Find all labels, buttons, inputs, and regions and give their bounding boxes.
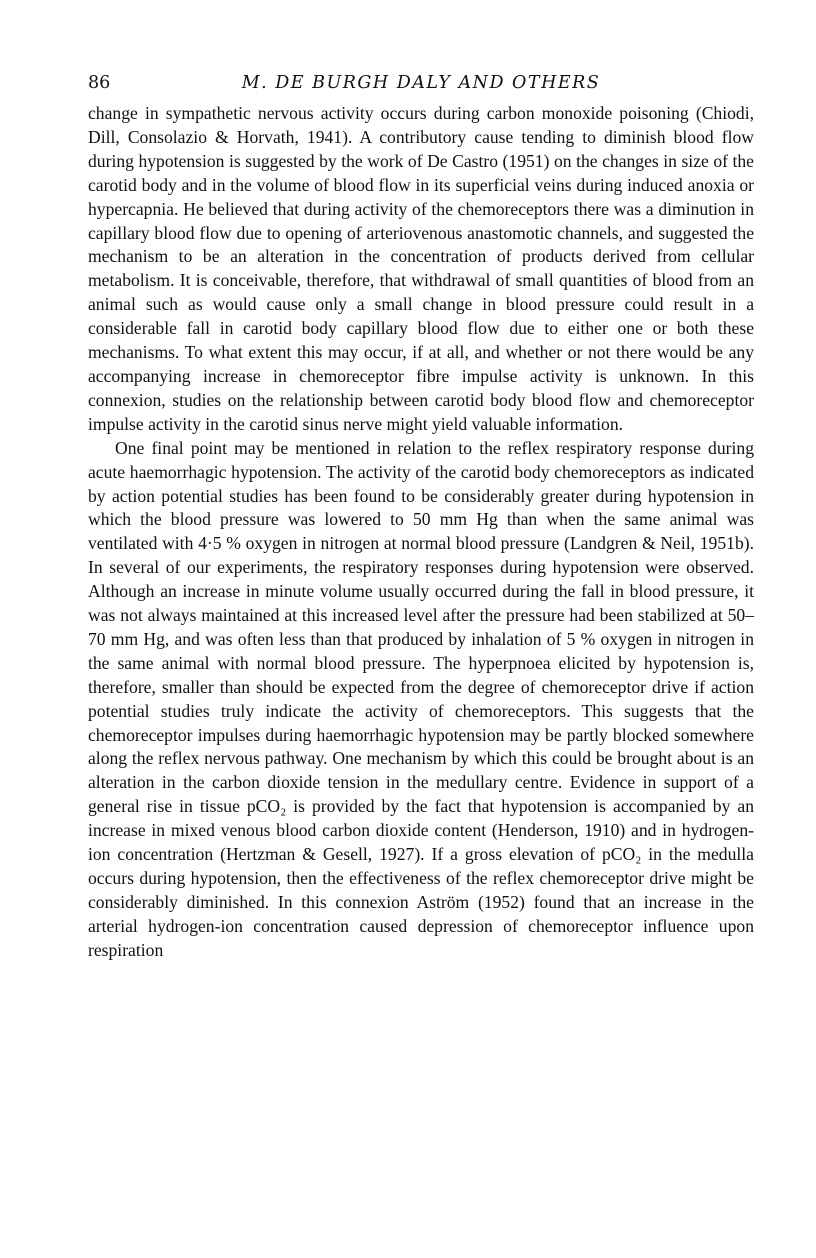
running-head: [88, 68, 754, 98]
journal-page: [88, 68, 754, 963]
paragraph-1: change in sympathetic nervous activity occurs during carbon monoxide poisoning (Chiodi, Dill, Consolazio & Horvath, 1941). A contributory cause tending to diminish blood flow during hypotension is suggested by the work of De Castro (1951) on the changes in size of the carotid body and in the volume of blood flow in its superficial veins during induced anoxia or hypercapnia. He believed that during activity of the chemoreceptors there was a diminution in capillary blood flow due to opening of arteriovenous anastomotic channels, and suggested the mechanism to be an alteration in the concentration of products derived from cellular metabolism. It is conceivable, therefore, that withdrawal of small quantities of blood from an animal such as would cause only a small change in blood pressure could result in a considerable fall in carotid body capillary blood flow due to either one or both these mechanisms. To what extent this may occur, if at all, and whether or not there would be any accompanying increase in chemoreceptor fibre impulse activity is unknown. In this connexion, studies on the relationship between carotid body blood flow and chemoreceptor impulse activity in the carotid sinus nerve might yield valuable information.: [88, 103, 754, 434]
page-number: 86: [88, 73, 111, 93]
paragraph-2: One final point may be mentioned in relation to the reflex respiratory response during acute haemorrhagic hypotension. The activity of the carotid body chemoreceptors as indicated by action potential studies has been found to be considerably greater during hypotension in which the blood pressure was lowered to 50 mm Hg than when the same animal was ventilated with 4·5 % oxygen in nitrogen at normal blood pressure (Landgren & Neil, 1951b). In several of our experiments, the respiratory responses during hypotension were observed. Although an increase in minute volume usually occurred during the fall in blood pressure, it was not always maintained at this increased level after the pressure had been stabilized at 50–70 mm Hg, and was often less than that produced by inhalation of 5 % oxygen in nitrogen in the same animal with normal blood pressure. The hyperpnoea elicited by hypotension is, therefore, smaller than should be expected from the degree of chemoreceptor drive if action potential studies truly indicate the activity of chemoreceptors. This suggests that the chemoreceptor impulses during haemorrhagic hypotension may be partly blocked somewhere along the reflex nervous pathway. One mechanism by which this could be brought about is an alteration in the carbon dioxide tension in the medullary centre. Evidence in support of a general rise in tissue pCO₂ is provided by the fact that hypotension is accompanied by an increase in mixed venous blood carbon dioxide content (Henderson, 1910) and in hydrogen-ion concentration (Hertzman & Gesell, 1927). If a gross elevation of pCO₂ in the medulla occurs during hypotension, then the effectiveness of the reflex chemoreceptor drive might be considerably diminished. In this connexion Aström (1952) found that an increase in the arterial hydrogen-ion concentration caused depression of chemoreceptor influence upon respiration: [88, 437, 754, 960]
running-title: M. DE BURGH DALY AND OTHERS: [241, 73, 601, 93]
body-text: [88, 102, 754, 963]
